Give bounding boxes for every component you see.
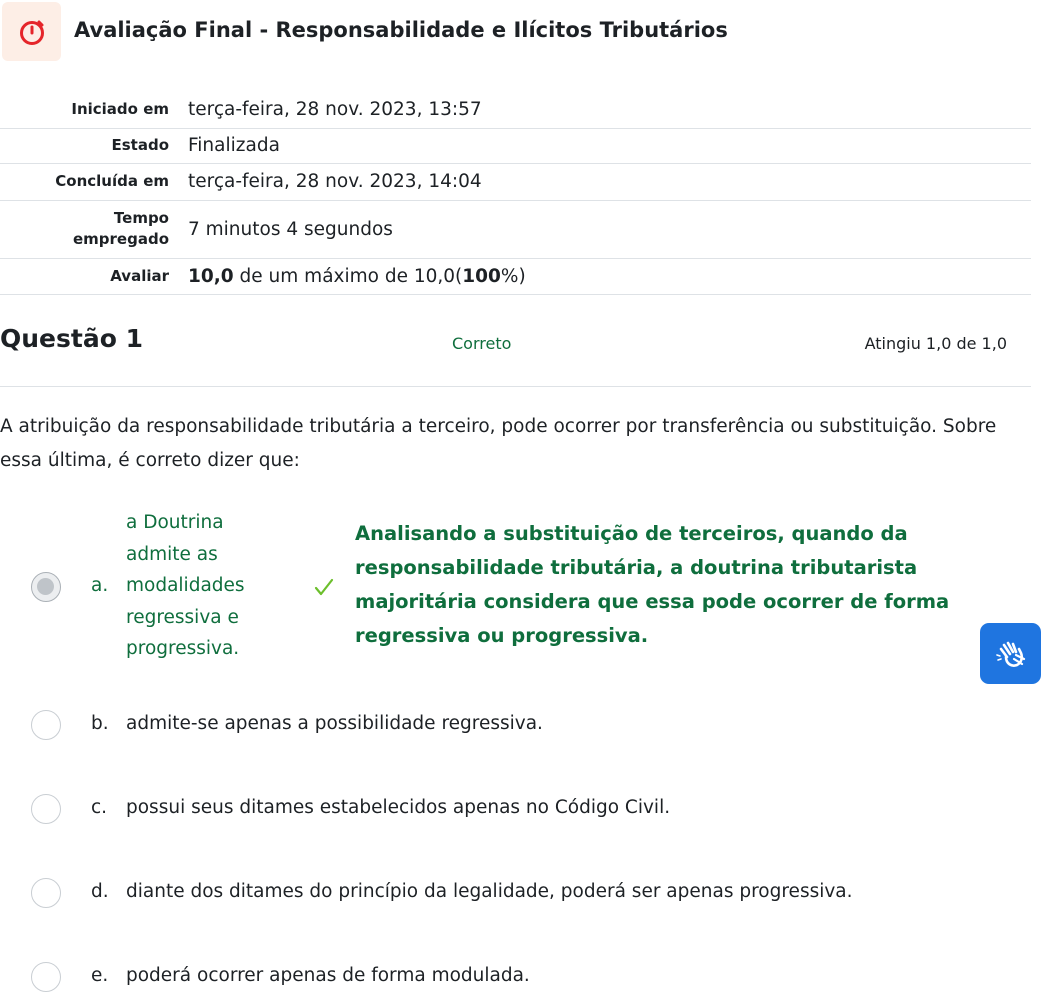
option-e-letter: e. — [91, 965, 109, 986]
summary-value — [180, 258, 1031, 294]
check-icon — [313, 576, 335, 598]
question-grade: Atingiu 1,0 de 1,0 — [864, 334, 1007, 353]
sign-language-button[interactable] — [980, 623, 1041, 684]
option-feedback: Analisando a substituição de terceiros, quando da responsabilidade tributária, a doutrina tributarista majoritária considera que essa pode ocorrer de forma regressiva ou progressiva. — [355, 522, 950, 647]
option-a-text[interactable]: a Doutrina admite as modalidades regressiva e progressiva. — [126, 512, 245, 659]
grade-text: de um máximo de 10,0( — [233, 265, 463, 287]
option-b-text[interactable]: admite-se apenas a possibilidade regressiva. — [126, 713, 543, 734]
question-state: Correto — [452, 334, 512, 353]
summary-row-time — [0, 200, 1031, 258]
option-e-text[interactable]: poderá ocorrer apenas de forma modulada. — [126, 965, 530, 986]
option-a-letter: a. — [91, 575, 109, 596]
page-title: Avaliação Final - Responsabilidade e Ilícitos Tributários — [74, 18, 728, 42]
summary-value: 7 minutos 4 segundos — [188, 218, 393, 240]
question-text: A atribuição da responsabilidade tributária a terceiro, pode ocorrer por transferência ou substituição. Sobre essa última, é correto dizer que: — [0, 416, 997, 471]
option-c-radio[interactable] — [31, 794, 61, 824]
attempt-summary-table — [0, 92, 1031, 295]
option-a-radio[interactable] — [31, 572, 61, 602]
summary-value: terça-feira, 28 nov. 2023, 13:57 — [188, 99, 482, 121]
summary-row-grade — [0, 258, 1031, 294]
summary-label-line: Tempo — [113, 209, 169, 227]
page-header — [0, 0, 1041, 62]
stopwatch-icon — [2, 2, 61, 61]
summary-label — [0, 200, 180, 258]
option-e-radio[interactable] — [31, 962, 61, 992]
summary-label: Avaliar — [110, 266, 169, 285]
option-c-text[interactable]: possui seus ditames estabelecidos apenas no Código Civil. — [126, 797, 671, 818]
grade-percent: 100 — [462, 265, 501, 287]
option-d-radio[interactable] — [31, 878, 61, 908]
grade-text-end: %) — [500, 265, 526, 287]
option-b-letter: b. — [91, 713, 109, 734]
summary-label: Estado — [111, 136, 169, 154]
summary-value: terça-feira, 28 nov. 2023, 14:04 — [188, 171, 482, 192]
question-header — [0, 320, 1031, 387]
question-number: Questão 1 — [0, 324, 143, 353]
summary-row-state — [0, 128, 1031, 163]
summary-row-started — [0, 92, 1031, 128]
option-d-letter: d. — [91, 881, 109, 902]
option-c-letter: c. — [91, 797, 108, 818]
summary-label: Iniciado em — [71, 100, 169, 119]
grade-score: 10,0 — [188, 265, 234, 287]
option-d-text[interactable]: diante dos ditames do princípio da legalidade, poderá ser apenas progressiva. — [126, 881, 853, 902]
sign-language-icon — [992, 635, 1030, 673]
summary-value: Finalizada — [188, 135, 280, 156]
summary-label: Concluída em — [55, 172, 169, 190]
option-b-radio[interactable] — [31, 710, 61, 740]
summary-row-completed — [0, 163, 1031, 200]
summary-label-line: empregado — [72, 230, 169, 248]
